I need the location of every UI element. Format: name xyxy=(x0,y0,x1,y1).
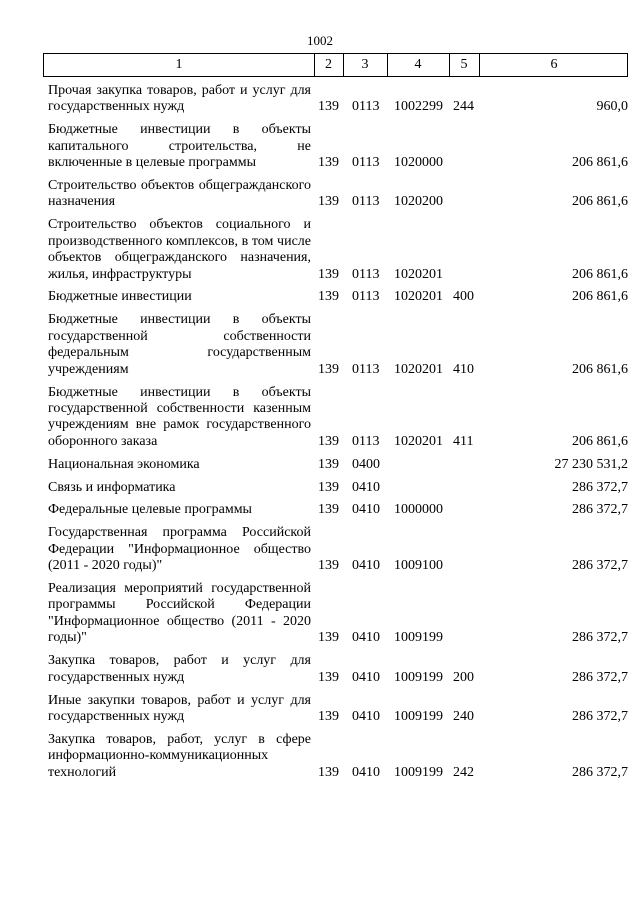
row-name: Прочая закупка товаров, работ и услуг для государственных нужд xyxy=(48,83,311,115)
row-col-6: 286 372,7 xyxy=(572,669,628,685)
header-col-3: 3 xyxy=(361,57,369,72)
row-col-2: 139 xyxy=(318,630,339,646)
row-col-3: 0113 xyxy=(352,433,380,449)
row-col-3: 0410 xyxy=(352,502,380,518)
row-col-5: 200 xyxy=(453,669,474,685)
row-col-3: 0410 xyxy=(352,708,380,724)
row-col-2: 139 xyxy=(318,155,339,171)
row-col-3: 0400 xyxy=(352,456,380,472)
table-row xyxy=(48,217,628,283)
row-col-3: 0410 xyxy=(352,558,380,574)
table-row xyxy=(48,525,628,574)
row-col-3: 0410 xyxy=(352,764,380,780)
row-col-4: 1009199 xyxy=(394,764,443,780)
row-col-2: 139 xyxy=(318,289,339,305)
row-col-6: 206 861,6 xyxy=(572,155,628,171)
row-col-3: 0410 xyxy=(352,669,380,685)
row-col-4: 1009100 xyxy=(394,558,443,574)
row-col-3: 0113 xyxy=(352,155,380,171)
row-col-2: 139 xyxy=(318,99,339,115)
row-col-2: 139 xyxy=(318,558,339,574)
row-name: Закупка товаров, работ, услуг в сфере информационно-коммуникационных технологий xyxy=(48,731,311,780)
header-col-5: 5 xyxy=(460,57,468,72)
table-body xyxy=(48,83,628,788)
row-name: Государственная программа Российской Федерации "Информационное общество (2011 - 2020 годы)" xyxy=(48,525,311,574)
row-col-6: 206 861,6 xyxy=(572,266,628,282)
row-col-4: 1009199 xyxy=(394,630,443,646)
header-col-2: 2 xyxy=(325,57,332,72)
row-col-6: 960,0 xyxy=(596,99,628,115)
row-name: Бюджетные инвестиции в объекты государственной собственности федеральным государственным учреждениям xyxy=(48,312,311,377)
row-name: Строительство объектов общегражданского назначения xyxy=(48,178,311,210)
row-col-6: 286 372,7 xyxy=(572,479,628,495)
row-name: Бюджетные инвестиции xyxy=(48,289,192,305)
row-col-4: 1002299 xyxy=(394,99,443,115)
row-col-3: 0410 xyxy=(352,630,380,646)
row-col-2: 139 xyxy=(318,669,339,685)
table-row xyxy=(48,653,628,686)
row-col-4: 1000000 xyxy=(394,502,443,518)
row-name: Федеральные целевые программы xyxy=(48,502,252,518)
row-name: Иные закупки товаров, работ и услуг для государственных нужд xyxy=(48,692,311,724)
row-col-4: 1009199 xyxy=(394,669,443,685)
row-col-4: 1009199 xyxy=(394,708,443,724)
table-row xyxy=(48,178,628,211)
row-col-2: 139 xyxy=(318,266,339,282)
table-row xyxy=(48,122,628,171)
row-col-2: 139 xyxy=(318,479,339,495)
row-col-2: 139 xyxy=(318,456,339,472)
header-col-1: 1 xyxy=(175,57,183,72)
row-name: Бюджетные инвестиции в объекты капитального строительства, не включенные в целевые программы xyxy=(48,122,311,171)
row-col-2: 139 xyxy=(318,194,339,210)
table-row xyxy=(48,385,628,451)
row-col-5: 244 xyxy=(453,99,474,115)
row-col-3: 0113 xyxy=(352,194,380,210)
table-row xyxy=(48,83,628,116)
row-col-4: 1020201 xyxy=(394,266,443,282)
row-col-3: 0113 xyxy=(352,266,380,282)
table-row xyxy=(48,457,628,473)
row-name: Строительство объектов социального и производственного комплексов, в том числе объектов общегражданского назначения, жилья, инфраструктуры xyxy=(48,217,311,282)
row-col-4: 1020201 xyxy=(394,361,443,377)
row-col-6: 286 372,7 xyxy=(572,708,628,724)
row-col-6: 206 861,6 xyxy=(572,289,628,305)
row-col-6: 286 372,7 xyxy=(572,630,628,646)
row-col-6: 286 372,7 xyxy=(572,502,628,518)
row-name: Связь и информатика xyxy=(48,479,176,495)
table-header xyxy=(43,53,628,77)
page-number: 1002 xyxy=(307,33,333,48)
row-col-3: 0113 xyxy=(352,289,380,305)
row-col-2: 139 xyxy=(318,764,339,780)
header-col-4: 4 xyxy=(414,57,422,72)
table-row xyxy=(48,480,628,496)
row-col-5: 411 xyxy=(453,433,474,449)
row-col-6: 286 372,7 xyxy=(572,558,628,574)
row-col-5: 240 xyxy=(453,708,474,724)
row-name: Национальная экономика xyxy=(48,456,200,472)
table-row xyxy=(48,289,628,305)
row-col-6: 206 861,6 xyxy=(572,433,628,449)
row-col-4: 1020000 xyxy=(394,155,443,171)
row-col-2: 139 xyxy=(318,361,339,377)
row-col-3: 0410 xyxy=(352,479,380,495)
row-col-6: 27 230 531,2 xyxy=(554,456,628,472)
row-col-6: 206 861,6 xyxy=(572,361,628,377)
row-col-2: 139 xyxy=(318,708,339,724)
row-col-5: 410 xyxy=(453,361,474,377)
row-col-6: 206 861,6 xyxy=(572,194,628,210)
row-col-6: 286 372,7 xyxy=(572,764,628,780)
row-col-2: 139 xyxy=(318,433,339,449)
row-name: Реализация мероприятий государственной программы Российской Федерации "Информационное общество (2011 - 2020 годы)" xyxy=(48,581,311,646)
row-col-3: 0113 xyxy=(352,99,380,115)
header-col-6: 6 xyxy=(550,57,558,72)
table-row xyxy=(48,502,628,518)
table-row xyxy=(48,732,628,781)
row-col-4: 1020201 xyxy=(394,433,443,449)
row-col-4: 1020201 xyxy=(394,289,443,305)
row-name: Бюджетные инвестиции в объекты государственной собственности казенным учреждениям вне рамок государственного оборонного заказа xyxy=(48,384,311,449)
row-col-5: 242 xyxy=(453,764,474,780)
row-col-5: 400 xyxy=(453,289,474,305)
row-name: Закупка товаров, работ и услуг для государственных нужд xyxy=(48,653,311,685)
row-col-3: 0113 xyxy=(352,361,380,377)
row-col-2: 139 xyxy=(318,502,339,518)
table-row xyxy=(48,312,628,378)
table-row xyxy=(48,693,628,726)
table-row xyxy=(48,581,628,647)
row-col-4: 1020200 xyxy=(394,194,443,210)
